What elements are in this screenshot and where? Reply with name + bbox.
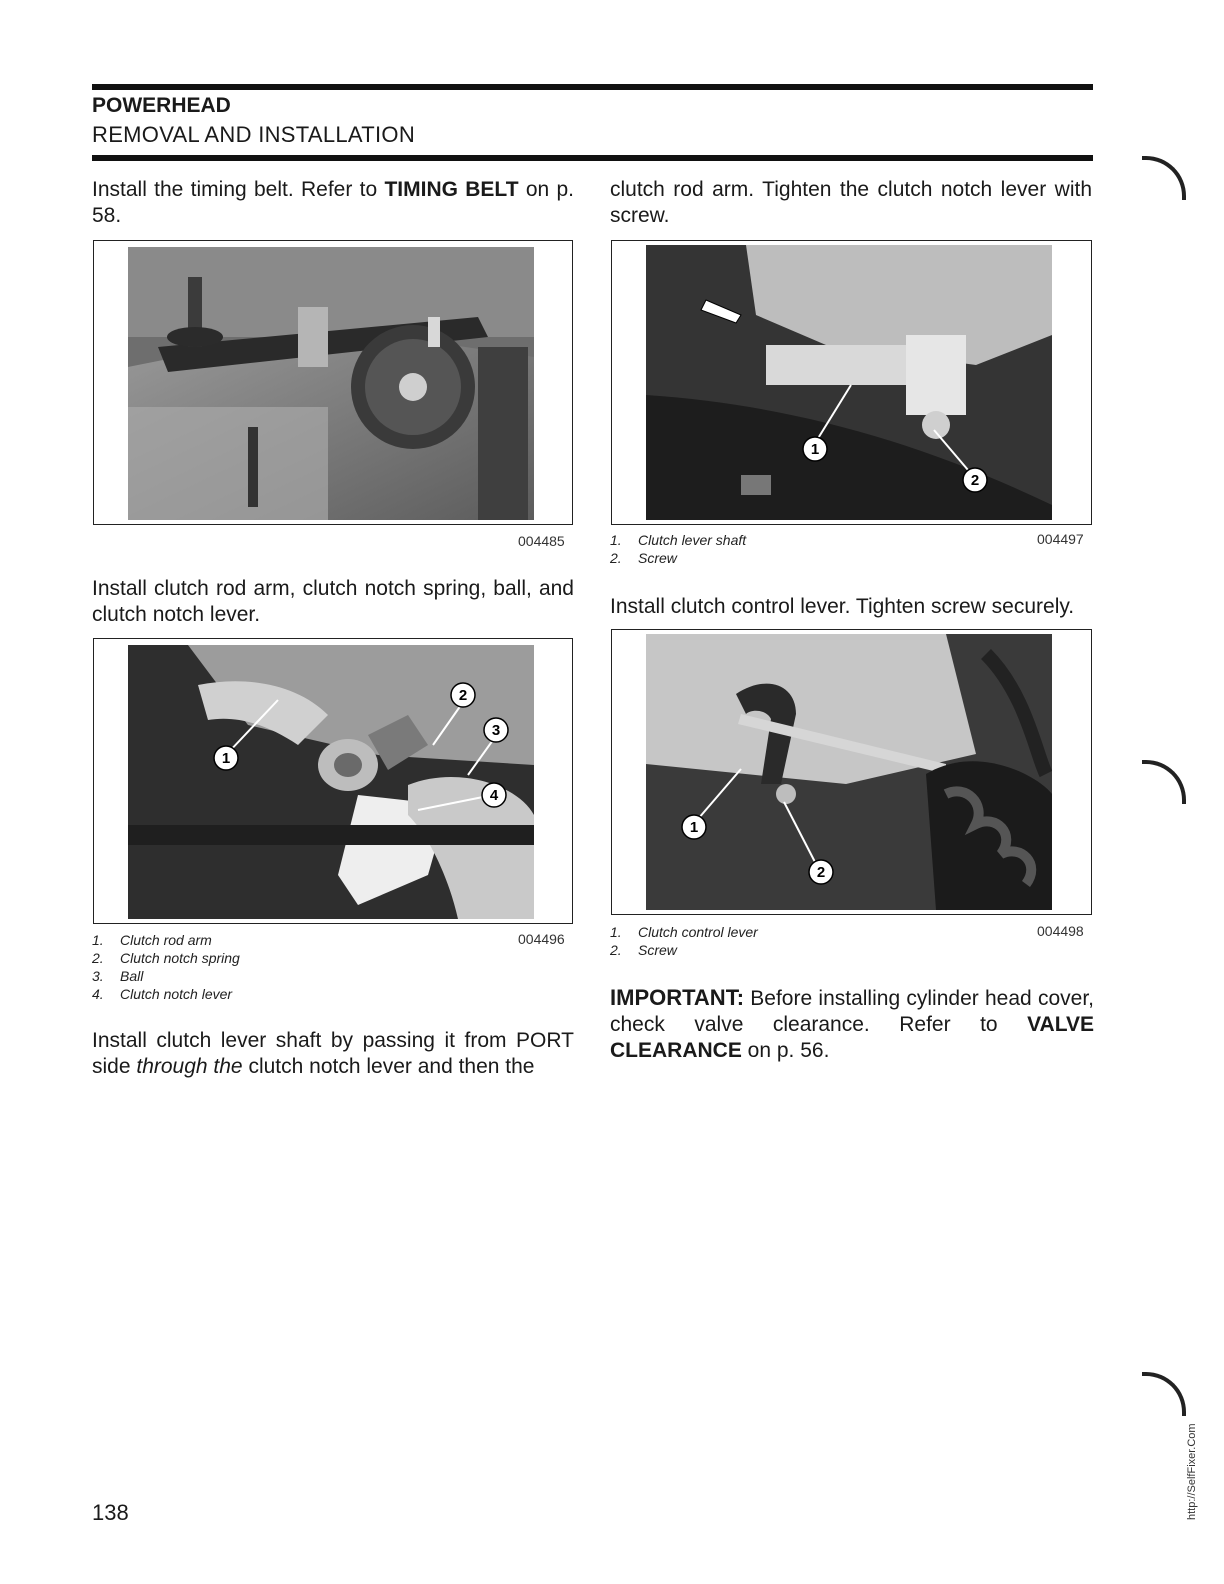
section-title: POWERHEAD — [92, 94, 231, 117]
paragraph-text: Install the timing belt. Refer to — [92, 178, 385, 201]
caption-item: 1. Clutch control lever — [610, 924, 758, 940]
valve-clearance-reference: VALVE CLEARANCE — [610, 1013, 1094, 1062]
important-note: IMPORTANT: Before installing cylinder head cover, check valve clearance. Refer to VALVE CLEARANCE on p. 56. — [610, 985, 1094, 1062]
caption-item: 2. Screw — [610, 550, 677, 566]
figure-number: 004496 — [518, 931, 565, 947]
caption-item: 1. Clutch lever shaft — [610, 532, 747, 548]
timing-belt-paragraph — [92, 177, 574, 229]
callout-3: 3 — [491, 722, 501, 739]
clutch-rod-arm-paragraph: Install clutch rod arm, clutch notch spring, ball, and clutch notch lever. — [92, 577, 574, 626]
clutch-control-lever-photo — [646, 634, 1052, 910]
figure-caption-list — [610, 531, 746, 567]
figure-caption-list — [92, 931, 240, 1003]
timing-belt-reference: TIMING BELT — [384, 178, 519, 201]
figure-timing-belt — [93, 240, 573, 525]
watermark-url: http://SelfFixer.Com — [1186, 1423, 1198, 1520]
clutch-lever-shaft-photo — [646, 245, 1052, 520]
figure-clutch-rod-arm — [93, 638, 573, 924]
header-top-rule — [92, 84, 1093, 90]
caption-item: 4. Clutch notch lever — [92, 986, 233, 1002]
callout-1: 1 — [221, 750, 231, 767]
figure-clutch-lever-shaft — [611, 240, 1092, 525]
header-bottom-rule — [92, 155, 1093, 161]
clutch-control-lever-paragraph: Install clutch control lever. Tighten screw securely. — [610, 595, 1075, 618]
binder-mark — [1142, 156, 1186, 200]
callout-1: 1 — [810, 441, 820, 458]
figure-caption-list — [610, 923, 758, 959]
callout-4: 4 — [489, 787, 499, 804]
binder-mark — [1142, 760, 1186, 804]
clutch-lever-shaft-paragraph: Install clutch lever shaft by passing it from PORT side through the clutch notch lever and then the — [92, 1029, 574, 1078]
caption-item: 3. Ball — [92, 968, 144, 984]
callout-1: 1 — [689, 819, 699, 836]
subsection-title: REMOVAL AND INSTALLATION — [92, 122, 416, 147]
caption-item: 2. Screw — [610, 942, 677, 958]
figure-number: 004497 — [1037, 531, 1084, 547]
callout-2: 2 — [816, 864, 826, 881]
figure-number: 004485 — [518, 533, 565, 549]
caption-item: 1. Clutch rod arm — [92, 932, 212, 948]
clutch-rod-arm-continued-paragraph: clutch rod arm. Tighten the clutch notch lever with screw. — [610, 178, 1092, 227]
clutch-rod-arm-photo — [128, 645, 534, 919]
important-label: IMPORTANT: — [610, 985, 745, 1010]
callout-2: 2 — [458, 687, 468, 704]
page-number: 138 — [92, 1500, 129, 1525]
callout-2: 2 — [970, 472, 980, 489]
binder-mark — [1142, 1372, 1186, 1416]
caption-item: 2. Clutch notch spring — [92, 950, 240, 966]
paragraph-text: on p. 58. — [92, 178, 574, 227]
timing-belt-photo — [128, 247, 534, 520]
figure-clutch-control-lever — [611, 629, 1092, 915]
figure-number: 004498 — [1037, 923, 1084, 939]
